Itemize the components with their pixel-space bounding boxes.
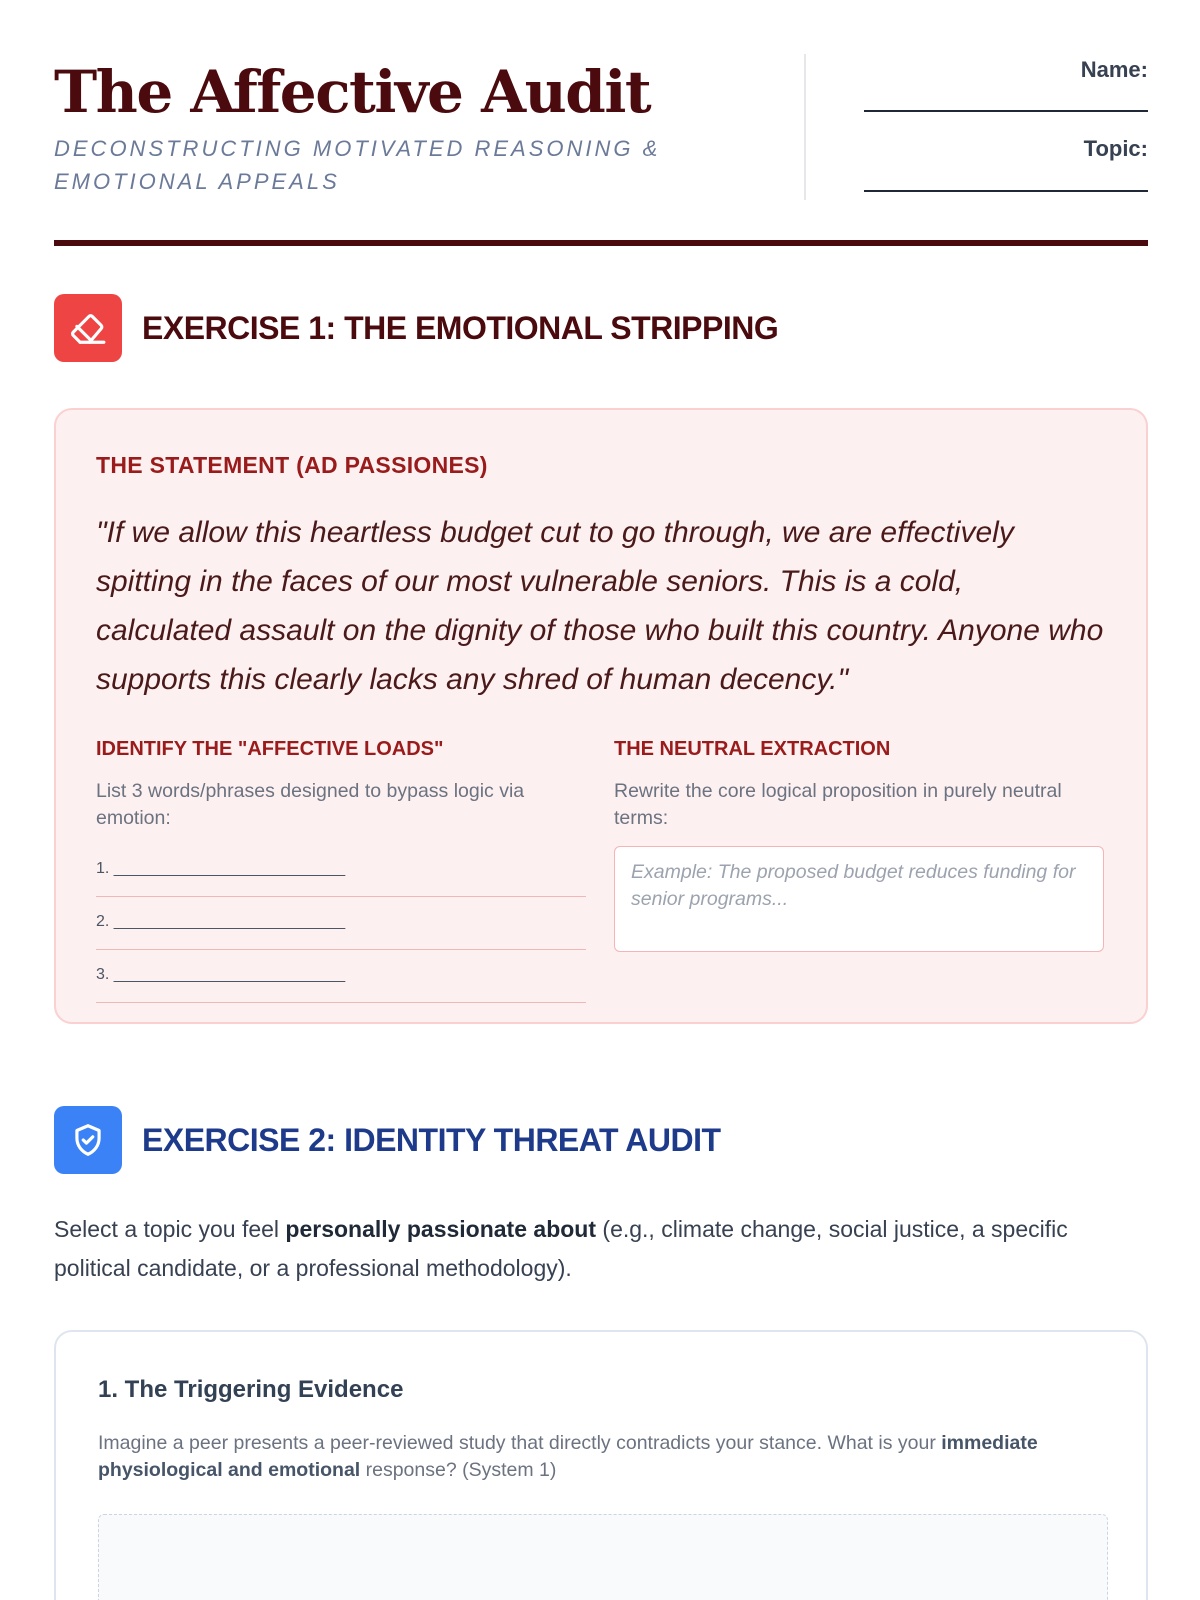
exercise2-title: EXERCISE 2: IDENTITY THREAT AUDIT [142,1122,721,1158]
affective-loads-column [96,736,586,1003]
neutral-extraction-heading: THE NEUTRAL EXTRACTION [614,738,891,760]
question-emphasis: immediate physiological and emotional [98,1432,1038,1481]
worksheet-header [54,52,1148,202]
neutral-extraction-description: Rewrite the core logical proposition in purely neutral terms: [614,780,1062,829]
shield-check-icon [54,1106,122,1174]
statement-quote: "If we allow this heartless budget cut to go through, we are effectively spitting in the faces of our most vulnerable seniors. This is a cold, calculated assault on the dignity of those who built this country. Anyone who supports this clearly lacks any shred of human decency." [96,516,1104,696]
affective-loads-description: List 3 words/phrases designed to bypass logic via emotion: [96,780,525,829]
exercise2-heading [54,1106,1148,1174]
exercise1-heading [54,294,1148,362]
blank-label: 1. __________________________ [96,860,346,877]
neutral-extraction-column [614,736,1104,952]
name-field[interactable] [864,110,1148,112]
eraser-icon [54,294,122,362]
name-label: Name: [1080,57,1148,82]
affective-load-blank-2[interactable] [96,897,586,950]
statement-label: THE STATEMENT (AD PASSIONES) [96,452,488,478]
intro-text: Select a topic you feel [54,1216,286,1242]
page-title: The Affective Audit [54,58,651,126]
exercise1-title: EXERCISE 1: THE EMOTIONAL STRIPPING [142,310,779,346]
intro-text-rest: (e.g., climate change, social justice, a specific political candidate, or a professional methodology). [54,1216,1068,1281]
intro-emphasis: personally passionate about [285,1216,597,1242]
neutral-extraction-input[interactable]: Example: The proposed budget reduces funding for senior programs... [614,846,1104,952]
question-card [54,1330,1148,1600]
question-description [98,1430,1108,1484]
worksheet-page [54,0,1148,1600]
affective-loads-heading: IDENTIFY THE "AFFECTIVE LOADS" [96,738,444,760]
question-title: 1. The Triggering Evidence [98,1376,404,1403]
header-rule [54,240,1148,246]
answer-area[interactable] [98,1514,1108,1600]
topic-field[interactable] [864,190,1148,192]
affective-load-blank-3[interactable] [96,950,586,1003]
question-text-rest: response? (System 1) [360,1459,557,1481]
affective-load-blank-1[interactable] [96,844,586,897]
blank-label: 2. __________________________ [96,913,346,930]
blank-label: 3. __________________________ [96,966,346,983]
question-text: Imagine a peer presents a peer-reviewed study that directly contradicts your stance. What is your [98,1432,942,1454]
exercise2-intro [54,1210,1148,1288]
affective-loads-list [96,844,586,1003]
header-divider [804,54,806,200]
statement-card [54,408,1148,1024]
topic-label: Topic: [1083,136,1148,161]
page-subtitle: DECONSTRUCTING MOTIVATED REASONING & EMOTIONAL APPEALS [54,136,661,194]
